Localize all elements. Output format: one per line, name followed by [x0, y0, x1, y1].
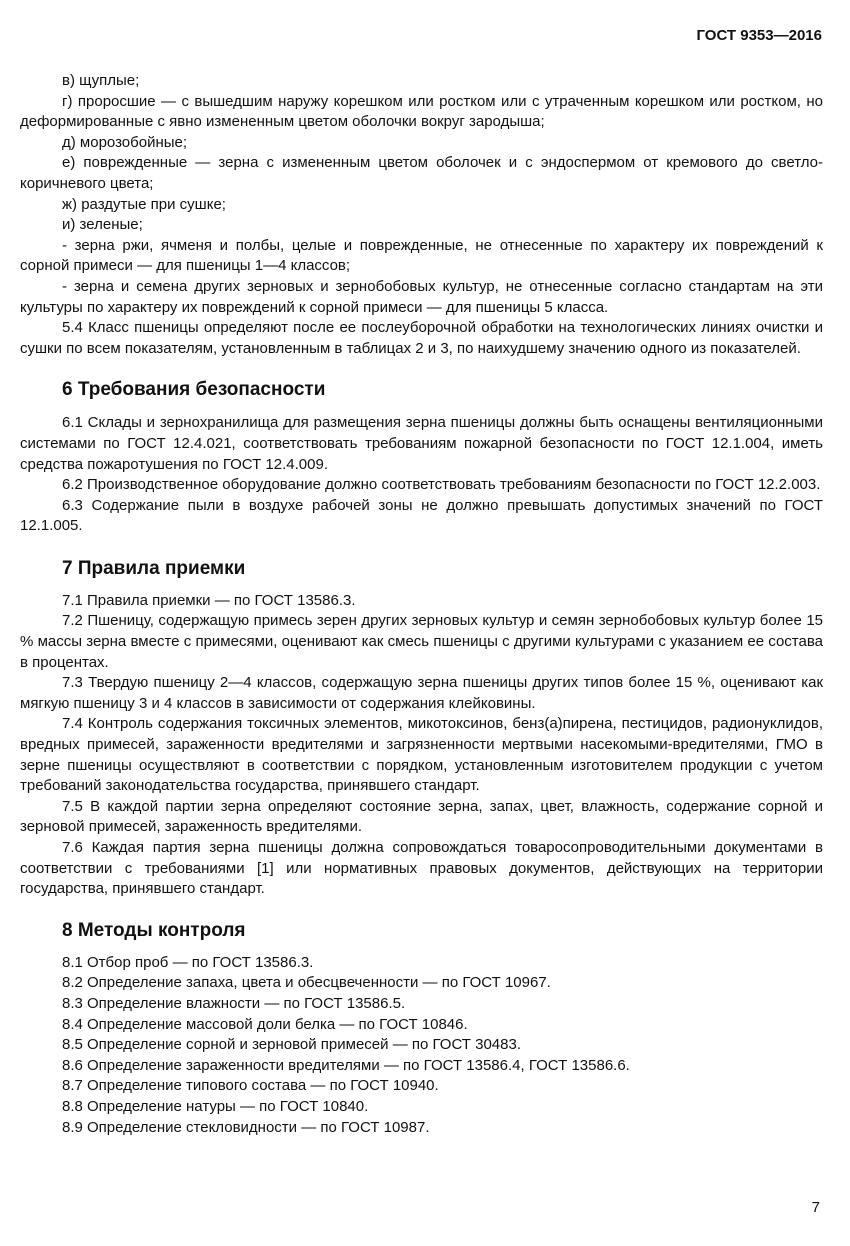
list-item: 8.6 Определение зараженности вредителями — по ГОСТ 13586.4, ГОСТ 13586.6.: [62, 1056, 630, 1074]
list-item: в) щуплые;: [62, 72, 140, 89]
paragraph: 7.4 Контроль содержания токсичных элементов, микотоксинов, бенз(а)пирена, пестицидов, радионуклидов, вредных примесей, зараженности вредителями и загрязненности мертвыми насекомыми-вредителями, ГМО в зерне пшеницы осуществляют в соответствии с порядком, установленным изготовителем продукции с учетом требований законодательства государства, принявшего стандарт.: [20, 715, 823, 795]
list-item: 8.1 Отбор проб — по ГОСТ 13586.3.: [62, 953, 314, 971]
section-heading: 8 Методы контроля: [62, 919, 246, 941]
intro-block: [20, 71, 823, 359]
list-item: 8.3 Определение влажности — по ГОСТ 13586.5.: [62, 994, 406, 1012]
section-8-body: [20, 953, 823, 1138]
list-item: 8.7 Определение типового состава — по ГОСТ 10940.: [62, 1077, 439, 1095]
section-7-body: [20, 591, 823, 900]
paragraph: 7.2 Пшеницу, содержащую примесь зерен других зерновых культур и семян зернобобовых культур более 15 % массы зерна вместе с примесями, оценивают как смесь пшеницы с другими культурами с указанием ее состава в процентах.: [20, 612, 823, 671]
list-item: 8.9 Определение стекловидности — по ГОСТ 10987.: [62, 1118, 430, 1136]
list-item: д) морозобойные;: [62, 133, 188, 151]
section-heading: 7 Правила приемки: [62, 557, 246, 579]
list-item: г) проросшие — с вышедшим наружу корешком или ростком или с утраченным корешком или ростком, но деформированные с явно измененным цветом оболочки вокруг зародыша;: [20, 92, 823, 131]
paragraph: 6.2 Производственное оборудование должно соответствовать требованиям безопасности по ГОСТ 12.2.003.: [62, 476, 821, 494]
document-body: [20, 71, 823, 1138]
section-heading: 6 Требования безопасности: [62, 379, 326, 401]
list-item: 8.8 Определение натуры — по ГОСТ 10840.: [62, 1097, 369, 1115]
paragraph: 7.1 Правила приемки — по ГОСТ 13586.3.: [62, 591, 356, 609]
paragraph: 5.4 Класс пшеницы определяют после ее послеуборочной обработки на технологических линиях очистки и сушки по всем показателям, установленным в таблицах 2 и 3, по наихудшему значению одного из показателей.: [20, 319, 823, 357]
list-item: 8.5 Определение сорной и зерновой примесей — по ГОСТ 30483.: [62, 1036, 521, 1054]
page-number: 7: [811, 1199, 820, 1216]
paragraph: 7.5 В каждой партии зерна определяют состояние зерна, запах, цвет, влажность, содержание сорной и зерновой примесей, зараженность вредителями.: [20, 797, 823, 836]
list-item: ж) раздутые при сушке;: [62, 195, 226, 213]
list-item: - зерна и семена других зерновых и зернобобовых культур, не отнесенные согласно стандартам на эти культуры по характеру их повреждений к сорной примеси — для пшеницы 5 класса.: [20, 277, 823, 316]
paragraph: 6.3 Содержание пыли в воздухе рабочей зоны не должно превышать допустимых значений по ГОСТ 12.1.005.: [20, 496, 823, 535]
section-6-body: [20, 413, 823, 537]
list-item: и) зеленые;: [62, 216, 143, 234]
list-item: 8.4 Определение массовой доли белка — по ГОСТ 10846.: [62, 1015, 468, 1033]
document-header: ГОСТ 9353—2016: [696, 27, 822, 44]
list-item: - зерна ржи, ячменя и полбы, целые и поврежденные, не отнесенные по характеру их повреждений к сорной примеси — для пшеницы 1—4 классов;: [20, 236, 823, 275]
list-item: 8.2 Определение запаха, цвета и обесцвеченности — по ГОСТ 10967.: [62, 974, 551, 992]
paragraph: 7.3 Твердую пшеницу 2—4 классов, содержащую зерна пшеницы других типов более 15 %, оценивают как мягкую пшеницу 3 и 4 классов в зависимости от содержания клейковины.: [20, 674, 823, 712]
list-item: е) поврежденные — зерна с измененным цветом оболочек и с эндоспермом от кремового до светло-коричневого цвета;: [20, 154, 823, 192]
paragraph: 6.1 Склады и зернохранилища для размещения зерна пшеницы должны быть оснащены вентиляционными системами по ГОСТ 12.4.021, соответствовать требованиям пожарной безопасности по ГОСТ 12.1.004, иметь средства пожаротушения по ГОСТ 12.4.009.: [20, 414, 823, 473]
paragraph: 7.6 Каждая партия зерна пшеницы должна сопровождаться товаросопроводительными документами в соответствии с требованиями [1] или нормативных правовых документов, действующих на территории государства, принявшего стандарт.: [20, 839, 823, 898]
